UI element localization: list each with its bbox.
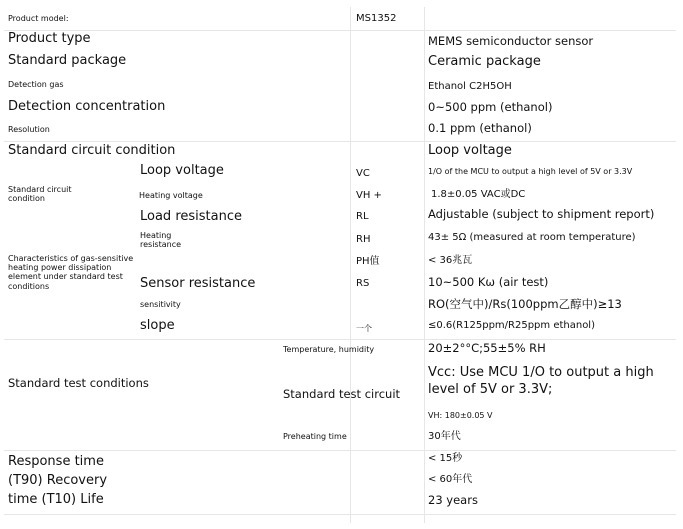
temperature-humidity-value: 20±2°°C;55±5% RH	[428, 341, 546, 355]
row-divider	[4, 450, 676, 451]
slope-label: slope	[140, 318, 175, 333]
heating-voltage-label: Heating voltage	[139, 191, 203, 200]
preheating-time-value: 30年代	[428, 431, 461, 442]
slope-symbol: 一个	[356, 324, 372, 333]
detection-gas-value: Ethanol C2H5OH	[428, 81, 512, 92]
detection-gas-label: Detection gas	[8, 80, 64, 89]
sensitivity-value: RO(空气中)/Rs(100ppm乙醇中)≥13	[428, 297, 622, 311]
temperature-humidity-label: Temperature, humidity	[283, 345, 375, 354]
row-divider	[4, 141, 676, 142]
product-model-value: MS1352	[356, 13, 397, 24]
heating-power-value: < 36兆瓦	[428, 255, 473, 266]
detection-concentration-label: Detection concentration	[8, 99, 166, 114]
resolution-value: 0.1 ppm (ethanol)	[428, 121, 532, 135]
heating-power-symbol: PH值	[356, 256, 380, 267]
response-recovery-life-label: Response time (T90) Recovery time (T10) Life	[8, 454, 108, 507]
standard-test-circuit-value-vh: VH: 180±0.05 V	[428, 411, 493, 420]
standard-test-conditions-label: Standard test conditions	[8, 376, 149, 390]
slope-value: ≤0.6(R125ppm/R25ppm ethanol)	[428, 320, 595, 331]
resolution-label: Resolution	[8, 125, 50, 134]
load-resistance-symbol: RL	[356, 211, 369, 222]
heating-voltage-symbol: VH +	[356, 190, 382, 201]
sensor-resistance-symbol: RS	[356, 278, 370, 289]
sensitivity-label: sensitivity	[140, 300, 181, 309]
standard-package-value: Ceramic package	[428, 54, 541, 69]
recovery-time-value: < 60年代	[428, 474, 473, 485]
product-type-value: MEMS semiconductor sensor	[428, 34, 594, 48]
row-divider	[4, 514, 676, 515]
heating-resistance-symbol: RH	[356, 234, 371, 245]
standard-circuit-condition-label: Standard circuit condition	[8, 143, 176, 158]
heating-resistance-label: Heating resistance	[140, 231, 182, 250]
standard-circuit-condition-value: Loop voltage	[428, 143, 512, 158]
loop-voltage-value: 1/O of the MCU to output a high level of 5V or 3.3V	[428, 167, 633, 176]
load-resistance-label: Load resistance	[140, 209, 242, 224]
loop-voltage-label: Loop voltage	[140, 163, 224, 178]
heating-voltage-value: 1.8±0.05 VAC或DC	[431, 189, 526, 200]
characteristics-group-label: Characteristics of gas-sensitive heating power dissipation element under standard test conditions	[8, 254, 134, 291]
response-time-value: < 15秒	[428, 453, 463, 464]
heating-resistance-value: 43± 5Ω (measured at room temperature)	[428, 232, 636, 243]
product-model-label: Product model:	[8, 14, 69, 23]
life-value: 23 years	[428, 493, 478, 507]
sensor-resistance-label: Sensor resistance	[140, 276, 256, 291]
sensor-resistance-value: 10~500 Kω (air test)	[428, 275, 549, 289]
standard-test-circuit-value: Vcc: Use MCU 1/O to output a high level of 5V or 3.3V;	[428, 365, 654, 397]
standard-circuit-group-label: Standard circuit condition	[8, 185, 72, 204]
load-resistance-value: Adjustable (subject to shipment report)	[428, 207, 655, 221]
column-divider-value	[424, 7, 425, 523]
preheating-time-label: Preheating time	[283, 432, 347, 441]
loop-voltage-symbol: VC	[356, 168, 370, 179]
row-divider	[4, 339, 676, 340]
row-divider	[4, 30, 676, 31]
column-divider-symbol	[350, 7, 351, 523]
detection-concentration-value: 0~500 ppm (ethanol)	[428, 100, 553, 114]
product-type-label: Product type	[8, 31, 91, 46]
standard-test-circuit-label: Standard test circuit	[283, 387, 401, 401]
standard-package-label: Standard package	[8, 53, 127, 68]
